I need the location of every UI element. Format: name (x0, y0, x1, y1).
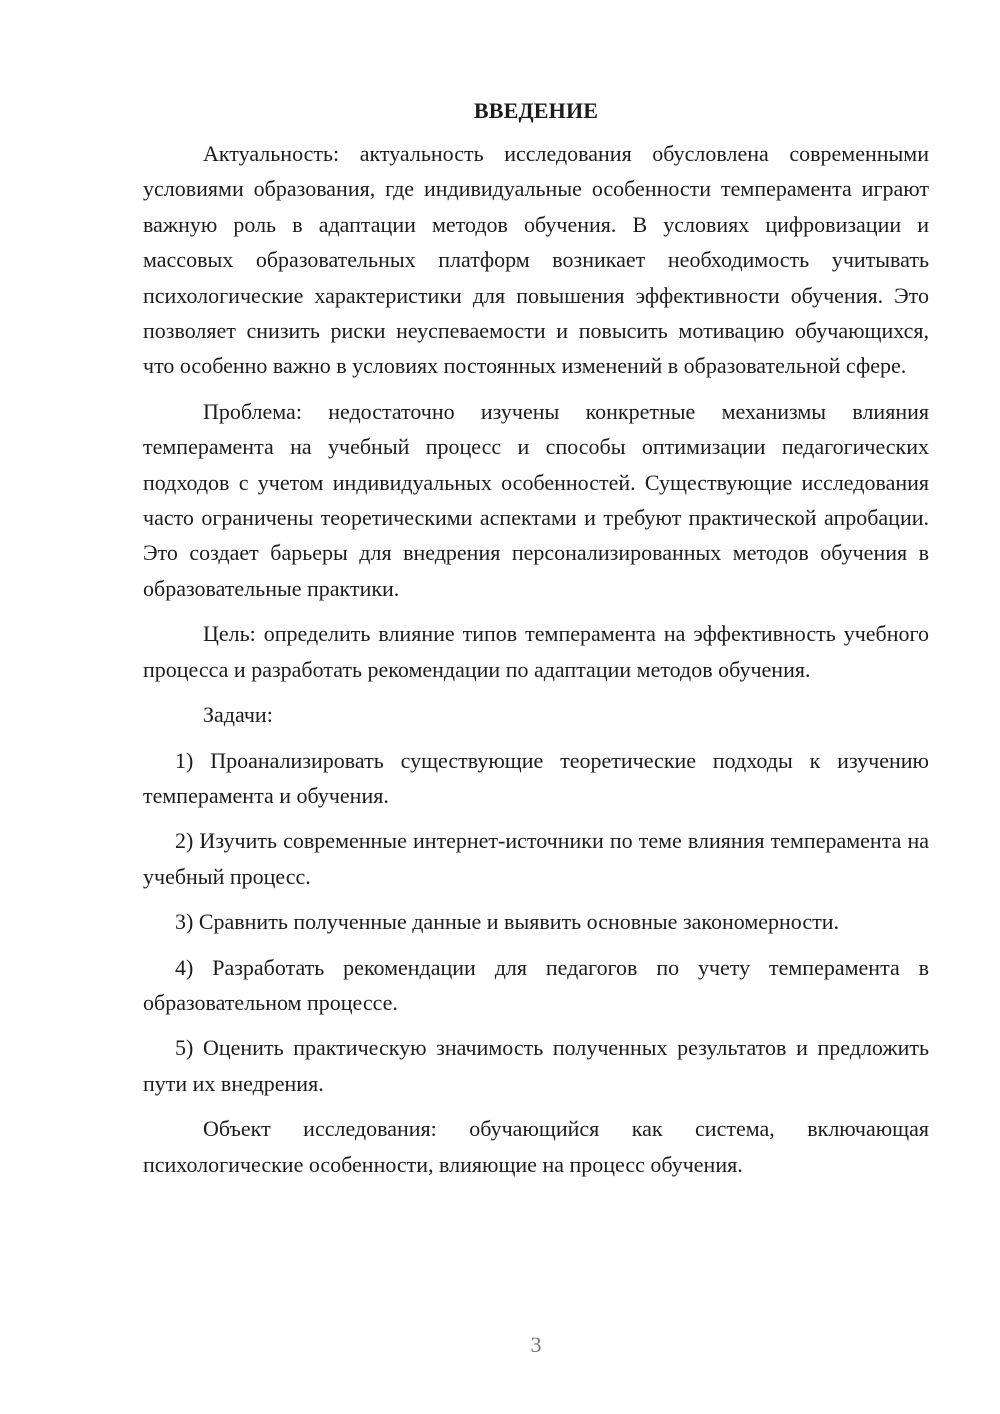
goal-paragraph: Цель: определить влияние типов темперамента на эффективность учебного процесса и разработать рекомендации по адаптации методов обучения. (143, 621, 929, 682)
page-number: 3 (530, 1332, 542, 1357)
document-page (143, 96, 929, 1192)
task-item: 4) Разработать рекомендации для педагогов по учету темперамента в образовательном процессе. (143, 954, 929, 1015)
task-item: 1) Проанализировать существующие теоретические подходы к изучению темперамента и обучения. (143, 747, 929, 808)
task-item: 3) Сравнить полученные данные и выявить основные закономерности. (175, 909, 839, 935)
object-paragraph: Объект исследования: обучающийся как система, включающая психологические особенности, влияющие на процесс обучения. (143, 1116, 929, 1177)
problem-paragraph: Проблема: недостаточно изучены конкретные механизмы влияния темперамента на учебный процесс и способы оптимизации педагогических подходов с учетом индивидуальных особенностей. Существующие исследования часто ограничены теоретическими аспектами и требуют практической апробации. Это создает барьеры для внедрения персонализированных методов обучения в образовательные практики. (143, 398, 929, 601)
relevance-paragraph: Актуальность: актуальность исследования обусловлена современными условиями образования, где индивидуальные особенности темперамента играют важную роль в адаптации методов обучения. В условиях цифровизации и массовых образовательных платформ возникает необходимость учитывать психологические характеристики для повышения эффективности обучения. Это позволяет снизить риски неуспеваемости и повысить мотивацию обучающихся, что особенно важно в условиях постоянных изменений в образовательной сфере. (143, 141, 929, 379)
tasks-heading: Задачи: (203, 702, 273, 728)
task-item: 2) Изучить современные интернет-источники по теме влияния темперамента на учебный процесс. (143, 828, 929, 889)
section-title: ВВЕДЕНИЕ (473, 98, 599, 123)
task-item: 5) Оценить практическую значимость полученных результатов и предложить пути их внедрения. (143, 1035, 929, 1096)
